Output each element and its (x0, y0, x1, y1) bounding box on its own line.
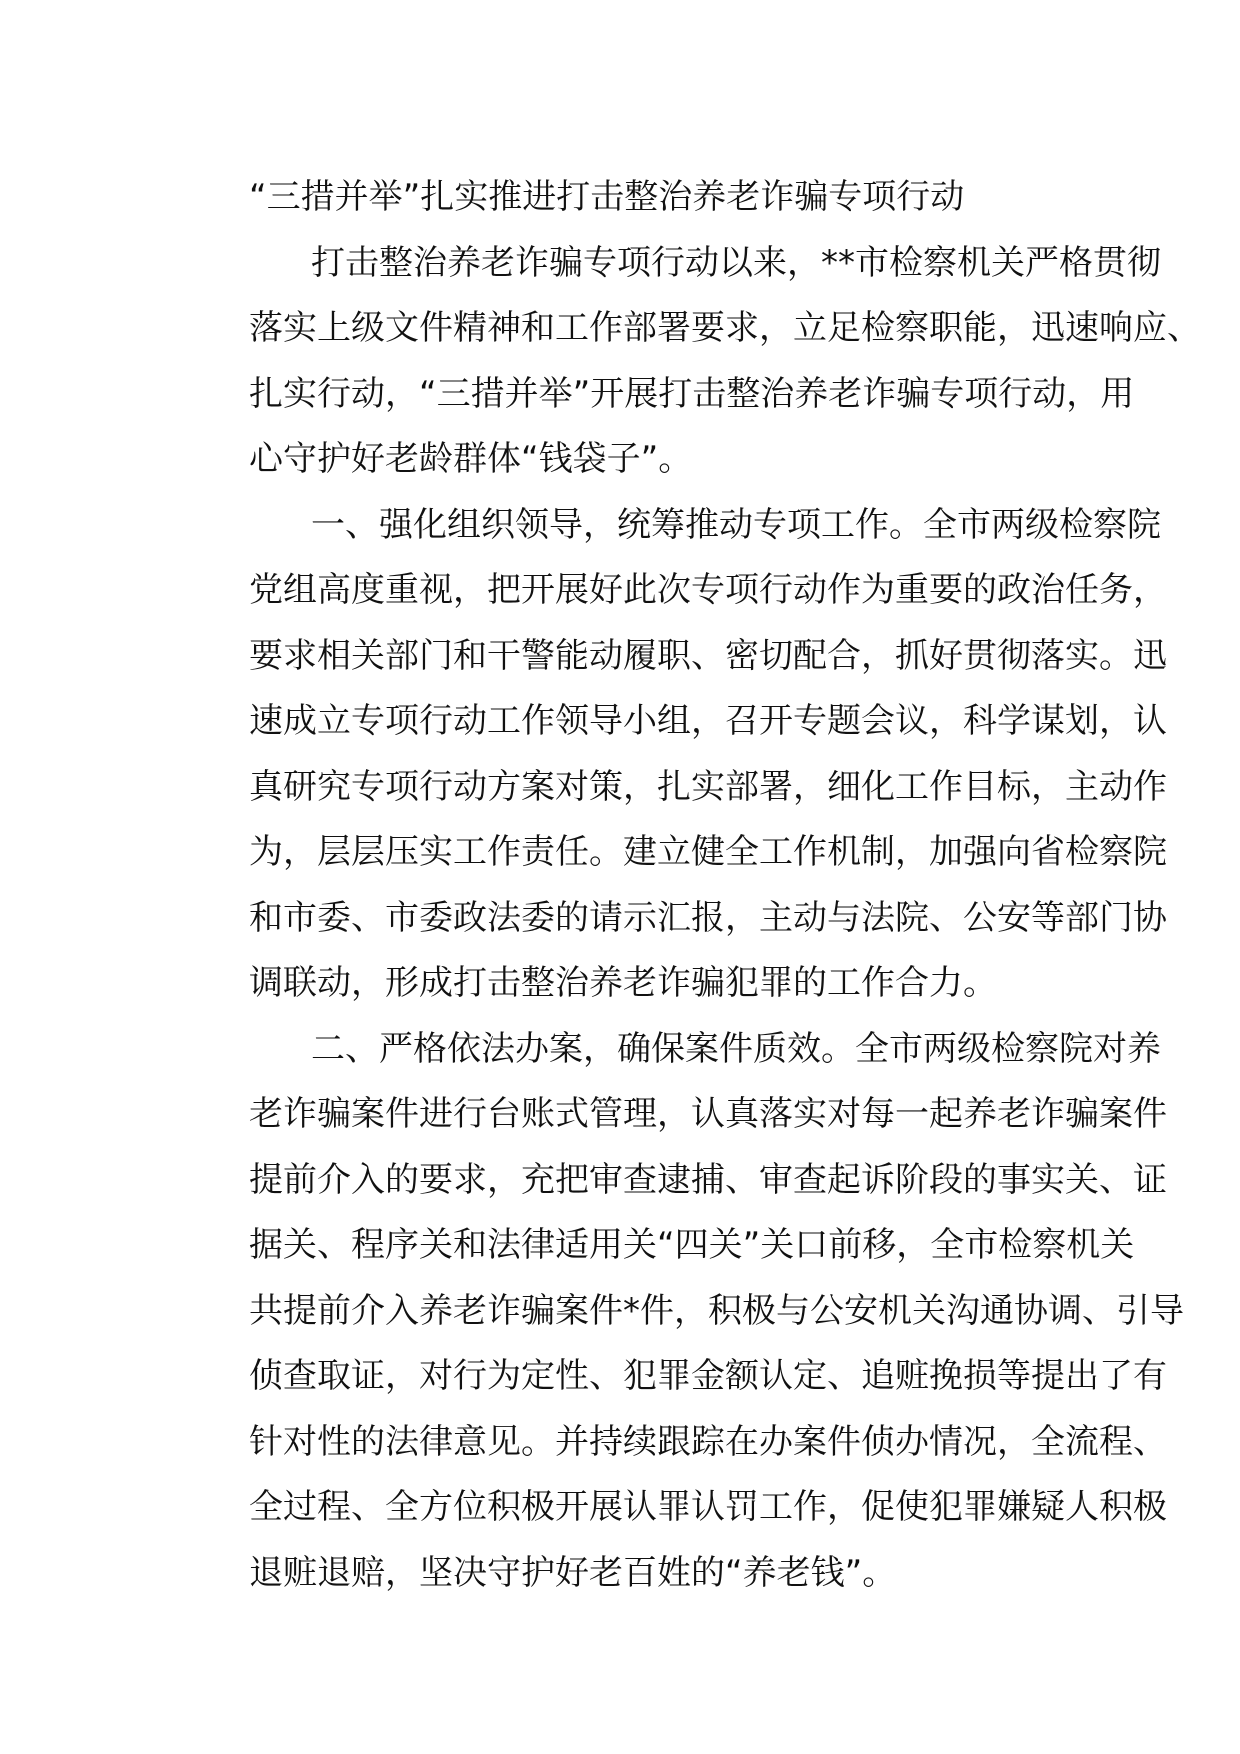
text-line: 全过程、全方位积极开展认罪认罚工作，促使犯罪嫌疑人积极 (249, 1487, 1167, 1527)
text-line: 党组高度重视，把开展好此次专项行动作为重要的政治任务， (249, 570, 1167, 610)
text-line: 共提前介入养老诈骗案件*件，积极与公安机关沟通协调、引导 (249, 1290, 1184, 1331)
text-line: 退赃退赔，坚决守护好老百姓的“养老钱”。 (249, 1552, 897, 1593)
text-line: 侦查取证，对行为定性、犯罪金额认定、追赃挽损等提出了有 (249, 1356, 1167, 1396)
text-line: 针对性的法律意见。并持续跟踪在办案件侦办情况，全流程、 (249, 1421, 1167, 1462)
text-line: 二、严格依法办案，确保案件质效。全市两级检察院对养 (311, 1028, 1161, 1069)
text-line: 调联动，形成打击整治养老诈骗犯罪的工作合力。 (249, 963, 997, 1003)
document-title: “三措并举”扎实推进打击整治养老诈骗专项行动 (249, 177, 965, 217)
paragraph-section-1 (187, 493, 1167, 1017)
text-line: 扎实行动，“三措并举”开展打击整治养老诈骗专项行动，用 (249, 373, 1135, 414)
paragraph-section-2 (187, 1017, 1184, 1607)
text-line: 心守护好老龄群体“钱袋子”。 (249, 439, 693, 479)
text-line: 为，层层压实工作责任。建立健全工作机制，加强向省检察院 (249, 832, 1167, 872)
text-line: 老诈骗案件进行台账式管理，认真落实对每一起养老诈骗案件 (249, 1094, 1167, 1134)
paragraph-intro (187, 231, 1201, 493)
text-line: 提前介入的要求，充把审查逮捕、审查起诉阶段的事实关、证 (249, 1159, 1167, 1200)
text-line: 据关、程序关和法律适用关“四关”关口前移，全市检察机关 (249, 1225, 1135, 1265)
text-line: 要求相关部门和干警能动履职、密切配合，抓好贯彻落实。迅 (249, 635, 1167, 676)
text-line: 打击整治养老诈骗专项行动以来，**市检察机关严格贯彻 (311, 242, 1161, 283)
text-line: 和市委、市委政法委的请示汇报，主动与法院、公安等部门协 (249, 897, 1167, 938)
text-line: 真研究专项行动方案对策，扎实部署，细化工作目标，主动作 (249, 766, 1167, 807)
text-line: 一、强化组织领导，统筹推动专项工作。全市两级检察院 (311, 504, 1161, 545)
text-line: 落实上级文件精神和工作部署要求，立足检察职能，迅速响应、 (249, 308, 1201, 348)
document-body (187, 165, 1201, 1606)
text-line: 速成立专项行动工作领导小组，召开专题会议，科学谋划，认 (249, 701, 1167, 741)
